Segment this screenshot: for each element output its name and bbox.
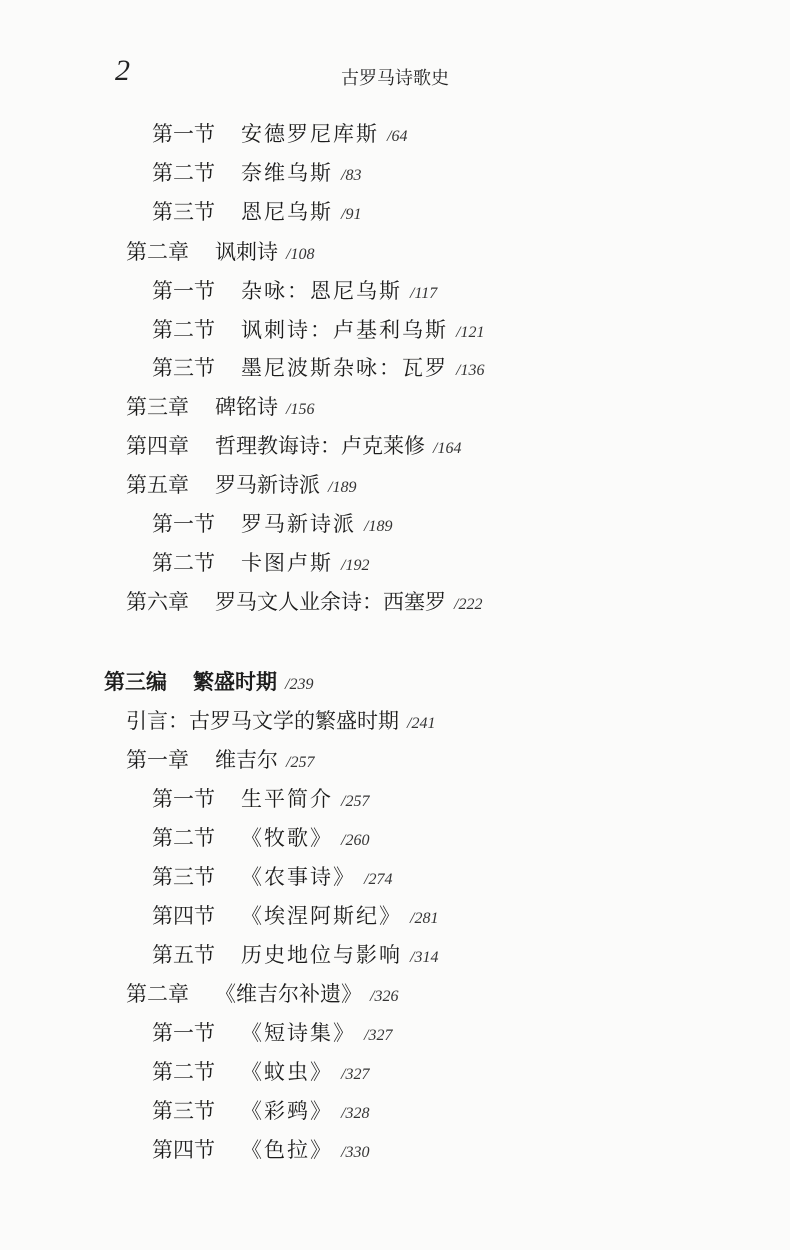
toc-label: 第二章 xyxy=(126,982,189,1006)
toc-entry xyxy=(152,276,437,309)
toc-page: /257 xyxy=(286,754,315,771)
toc-page: /222 xyxy=(454,596,483,613)
toc-label: 第四节 xyxy=(152,904,215,928)
toc-page: /327 xyxy=(364,1027,393,1044)
toc-label: 第二章 xyxy=(126,240,189,264)
toc-title: 讽刺诗：卢基利乌斯 xyxy=(241,318,448,342)
toc-title: 奈维乌斯 xyxy=(241,161,333,185)
toc-entry xyxy=(152,509,392,542)
toc-entry xyxy=(152,315,484,348)
toc-title: 《埃涅阿斯纪》 xyxy=(241,904,402,928)
toc-page: /330 xyxy=(341,1144,370,1161)
toc-entry xyxy=(126,979,398,1012)
toc-entry xyxy=(126,392,314,425)
toc-entry xyxy=(126,745,314,778)
toc-title: 《牧歌》 xyxy=(241,826,333,850)
toc-title: 罗马新诗派 xyxy=(215,473,320,497)
toc-label: 第五章 xyxy=(126,473,189,497)
toc-label: 第四节 xyxy=(152,1138,215,1162)
toc-page: /239 xyxy=(285,676,314,693)
toc-label: 第二节 xyxy=(152,161,215,185)
toc-label: 第二节 xyxy=(152,551,215,575)
toc-title: 安德罗尼库斯 xyxy=(241,122,379,146)
toc-title: 杂咏：恩尼乌斯 xyxy=(241,279,402,303)
toc-entry xyxy=(104,667,313,700)
toc-entry xyxy=(126,470,356,503)
toc-label: 第一节 xyxy=(152,279,215,303)
toc-title: 生平简介 xyxy=(241,787,333,811)
toc-page: /91 xyxy=(341,206,362,223)
toc-title: 繁盛时期 xyxy=(193,669,277,694)
toc-title: 《色拉》 xyxy=(241,1138,333,1162)
toc-label: 第六章 xyxy=(126,590,189,614)
toc-page: /83 xyxy=(341,167,362,184)
toc-label: 第一章 xyxy=(126,748,189,772)
toc-page: /136 xyxy=(456,362,485,379)
toc-entry xyxy=(152,158,361,191)
toc-label: 第三章 xyxy=(126,395,189,419)
toc-entry xyxy=(152,784,369,817)
toc-title: 罗马新诗派 xyxy=(241,512,356,536)
toc-page: /64 xyxy=(387,128,408,145)
toc-page: /241 xyxy=(407,715,436,732)
toc-page: /108 xyxy=(286,246,315,263)
toc-title: 《农事诗》 xyxy=(241,865,356,889)
toc-label: 第一节 xyxy=(152,512,215,536)
toc-label: 第二节 xyxy=(152,826,215,850)
toc-title: 墨尼波斯杂咏：瓦罗 xyxy=(241,356,448,380)
toc-page: /326 xyxy=(370,988,399,1005)
toc-label: 第三节 xyxy=(152,356,215,380)
toc-page: /189 xyxy=(364,518,393,535)
toc-title: 卡图卢斯 xyxy=(241,551,333,575)
toc-entry xyxy=(152,119,407,152)
toc-entry xyxy=(126,706,435,739)
toc-entry xyxy=(126,431,461,464)
toc-label: 第三节 xyxy=(152,865,215,889)
toc-title: 《短诗集》 xyxy=(241,1021,356,1045)
toc-label: 第二节 xyxy=(152,1060,215,1084)
toc-page: /117 xyxy=(410,285,438,302)
toc-entry xyxy=(152,901,438,934)
toc-title: 历史地位与影响 xyxy=(241,943,402,967)
running-head: 古罗马诗歌史 xyxy=(341,68,449,89)
page-number: 2 xyxy=(115,54,130,87)
toc-title: 罗马文人业余诗：西塞罗 xyxy=(215,590,446,614)
toc-page: /257 xyxy=(341,793,370,810)
toc-page: /281 xyxy=(410,910,439,927)
toc-title: 恩尼乌斯 xyxy=(241,200,333,224)
toc-label: 第五节 xyxy=(152,943,215,967)
toc-title: 《蚊虫》 xyxy=(241,1060,333,1084)
toc-label: 第二节 xyxy=(152,318,215,342)
toc-title: 哲理教诲诗：卢克莱修 xyxy=(215,434,425,458)
toc-label: 第三节 xyxy=(152,200,215,224)
toc-label: 第一节 xyxy=(152,787,215,811)
toc-page: /274 xyxy=(364,871,393,888)
toc-entry xyxy=(126,237,314,270)
toc-entry xyxy=(152,197,361,230)
toc-page: /192 xyxy=(341,557,370,574)
toc-page: /121 xyxy=(456,324,485,341)
toc-title: 碑铭诗 xyxy=(215,395,278,419)
toc-entry xyxy=(152,1096,369,1129)
toc-title: 《维吉尔补遗》 xyxy=(215,982,362,1006)
toc-entry xyxy=(152,548,369,581)
toc-entry xyxy=(152,1135,369,1168)
toc-label: 第一节 xyxy=(152,122,215,146)
toc-label: 第三节 xyxy=(152,1099,215,1123)
toc-entry xyxy=(152,353,484,386)
toc-entry xyxy=(152,862,392,895)
toc-page: /327 xyxy=(341,1066,370,1083)
toc-entry xyxy=(152,940,438,973)
toc-title: 引言：古罗马文学的繁盛时期 xyxy=(126,709,399,733)
toc-label: 第四章 xyxy=(126,434,189,458)
toc-page: /314 xyxy=(410,949,439,966)
toc-title: 维吉尔 xyxy=(215,748,278,772)
toc-entry xyxy=(152,823,369,856)
toc-page: /164 xyxy=(433,440,462,457)
toc-title: 讽刺诗 xyxy=(215,240,278,264)
toc-page: /156 xyxy=(286,401,315,418)
toc-page: /189 xyxy=(328,479,357,496)
toc-title: 《彩鹀》 xyxy=(241,1099,333,1123)
toc-entry xyxy=(152,1018,392,1051)
toc-label: 第三编 xyxy=(104,669,167,694)
toc-entry xyxy=(152,1057,369,1090)
toc-page: /328 xyxy=(341,1105,370,1122)
toc-page: /260 xyxy=(341,832,370,849)
toc-label: 第一节 xyxy=(152,1021,215,1045)
toc-entry xyxy=(126,587,482,620)
